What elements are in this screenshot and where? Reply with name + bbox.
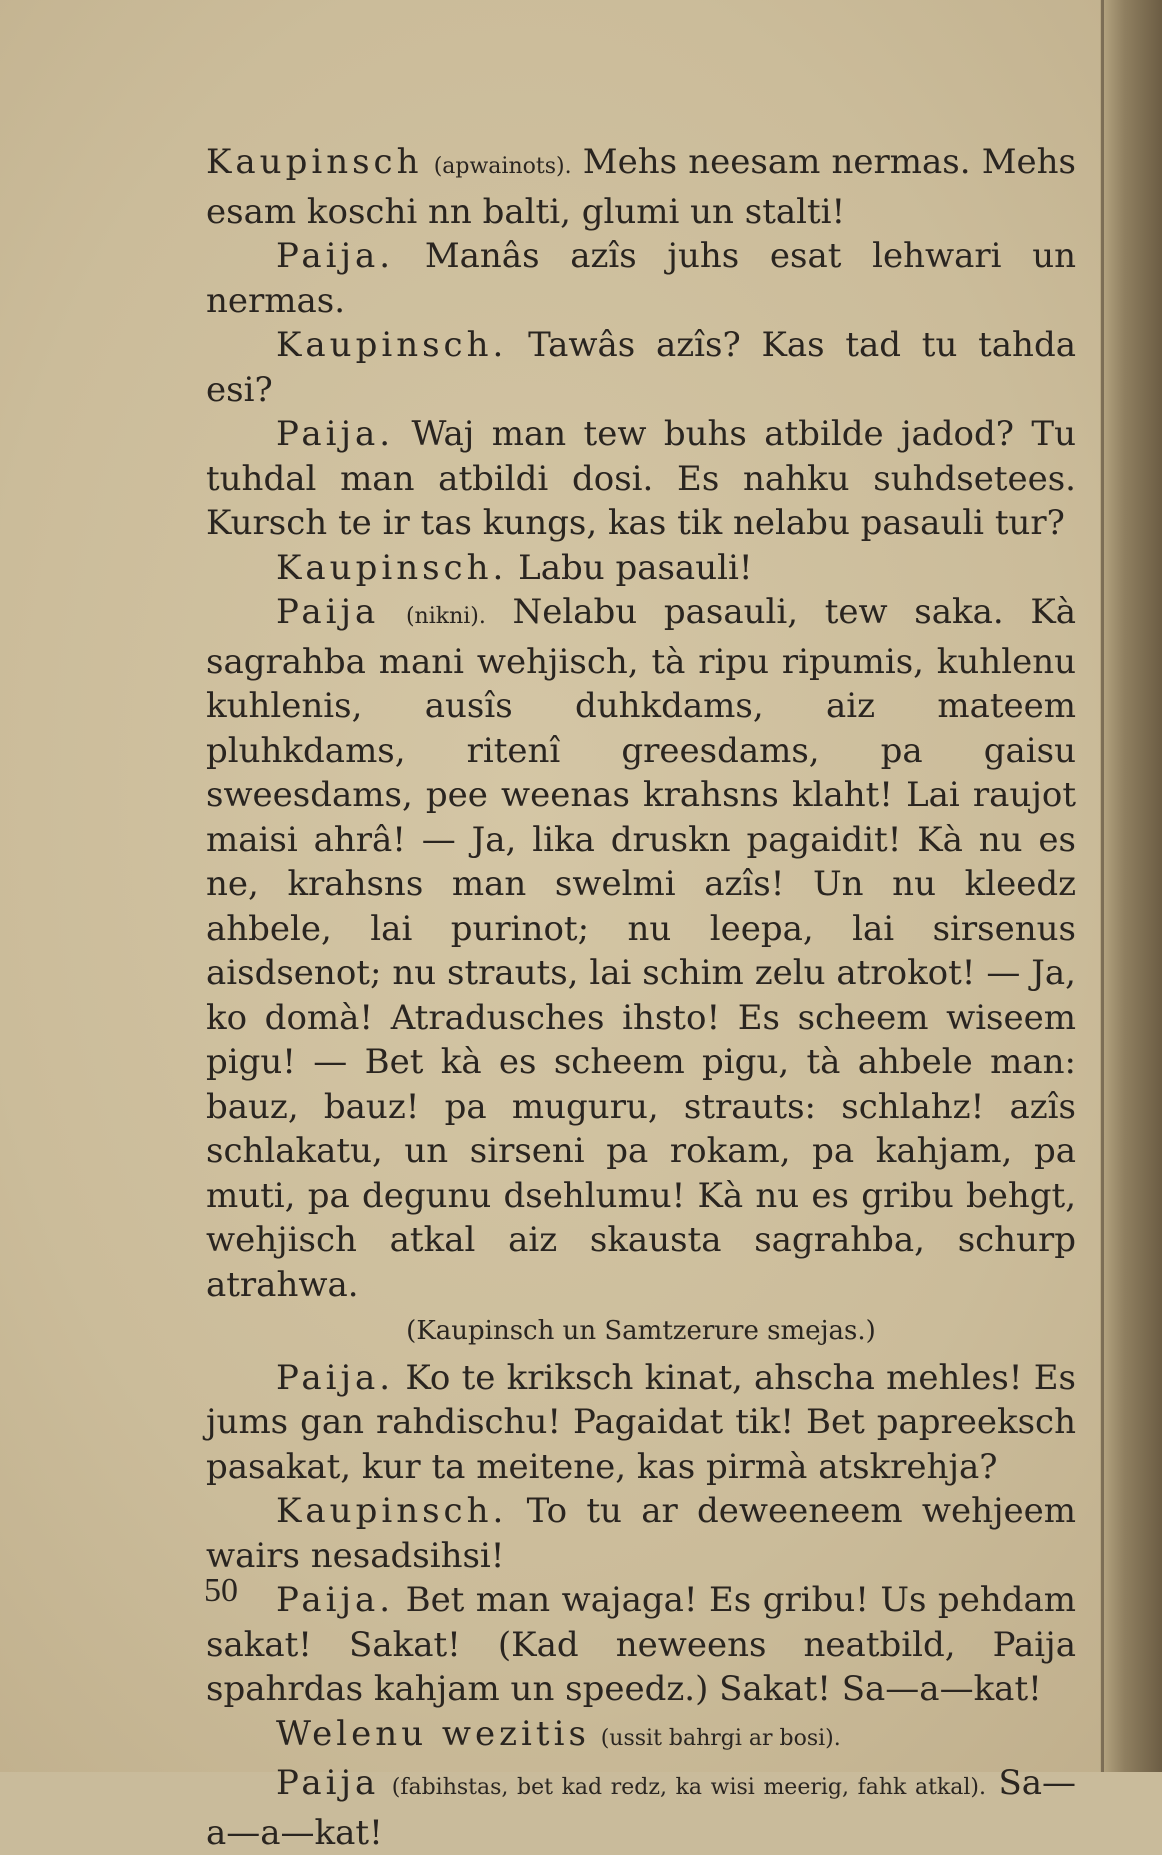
page-text (206, 140, 1076, 1855)
speaker-name: Kaupinsch. (276, 1491, 508, 1531)
dialogue-text: Waj man tew buhs atbilde jadod? Tu tuhdal man atbildi dosi. Es nahku suhdsetees. Kursch te ir tas kungs, kas tik nelabu pasauli tur? (206, 414, 1076, 543)
paragraph (206, 1761, 1076, 1855)
speaker-name: Paija (276, 592, 380, 632)
speaker-name: Paija. (276, 414, 395, 454)
stage-direction: (Kaupinsch un Samtzerure smejas.) (406, 1316, 876, 1346)
page-number: 50 (204, 1572, 238, 1609)
stage-direction: (nikni). (405, 604, 486, 629)
speaker-name: Paija (276, 1763, 380, 1803)
speaker-name: Welenu wezitis (276, 1713, 590, 1754)
stage-direction: (apwainots). (433, 154, 572, 179)
speaker-name: Paija. (276, 1580, 395, 1620)
paragraph (206, 1578, 1076, 1712)
paragraph (206, 140, 1076, 234)
paragraph (206, 546, 1076, 591)
dialogue-text: Bet man wajaga! Es gribu! Us pehdam sakat! Sakat! (Kad neweens neatbild, Paija spahrdas kahjam un speedz.) Sakat! Sa—a—kat! (206, 1580, 1076, 1709)
stage-direction: (fabihstas, bet kad redz, ka wisi meerig, fahk atkal). (391, 1775, 986, 1800)
book-spine-shadow (1100, 0, 1162, 1772)
paragraph (206, 234, 1076, 323)
paragraph (206, 412, 1076, 546)
paragraph (206, 1712, 1076, 1762)
speaker-name: Paija. (276, 236, 395, 276)
stage-direction-centered (206, 1309, 1076, 1354)
speaker-name: Kaupinsch. (276, 325, 508, 365)
dialogue-text: To tu ar deweeneem wehjeem wairs nesadsihsi! (206, 1491, 1077, 1576)
dialogue-text: Nelabu pasauli, tew saka. Kà sagrahba mani wehjisch, tà ripu ripumis, kuhlenu kuhlenis, ausîs duhkdams, aiz mateem pluhkdams, ritenî greesdams, pa gaisu sweesdams, pee weenas krahsns klaht! Lai raujot maisi ahrâ! — Ja, lika druskn pagaidit! Kà nu es ne, krahsns man swelmi azîs! Un nu kleedz ahbele, lai purinot; nu leepa, lai sirsenus aisdsenot; nu strauts, lai schim zelu atrokot! — Ja, ko domà! Atradusches ihsto! Es scheem wiseem pigu! — Bet kà es scheem pigu, tà ahbele man: bauz, bauz! pa muguru, strauts: schlahz! azîs schlakatu, un sirseni pa rokam, pa kahjam, pa muti, pa degunu dsehlumu! Kà nu es gribu behgt, wehjisch atkal aiz skausta sagrahba, schurp atrahwa. (206, 592, 1076, 1305)
dialogue-text: Tawâs azîs? Kas tad tu tahda esi? (206, 325, 1076, 410)
paragraph (206, 323, 1076, 412)
speaker-name: Paija. (276, 1357, 395, 1398)
speaker-name: Kaupinsch. (276, 547, 508, 588)
paragraph (206, 1356, 1076, 1490)
speaker-name: Kaupinsch (206, 142, 423, 182)
dialogue-text: Manâs azîs juhs esat lehwari un nermas. (206, 236, 1076, 321)
dialogue-text: Mehs neesam nermas. Mehs esam koschi nn balti, glumi un stalti! (206, 142, 1077, 232)
dialogue-text: Sa—a—a—kat! (206, 1763, 1076, 1853)
page-edge-line (1101, 0, 1104, 1772)
paragraph (206, 590, 1076, 1307)
dialogue-text: Ko te kriksch kinat, ahscha mehles! Es jums gan rahdischu! Pagaidat tik! Bet papreeksch pasakat, kur ta meitene, kas pirmà atskrehja? (206, 1357, 1076, 1487)
stage-direction: (ussit bahrgi ar bosi). (600, 1725, 841, 1751)
paragraph (206, 1489, 1076, 1578)
dialogue-text: Labu pasauli! (518, 547, 753, 588)
